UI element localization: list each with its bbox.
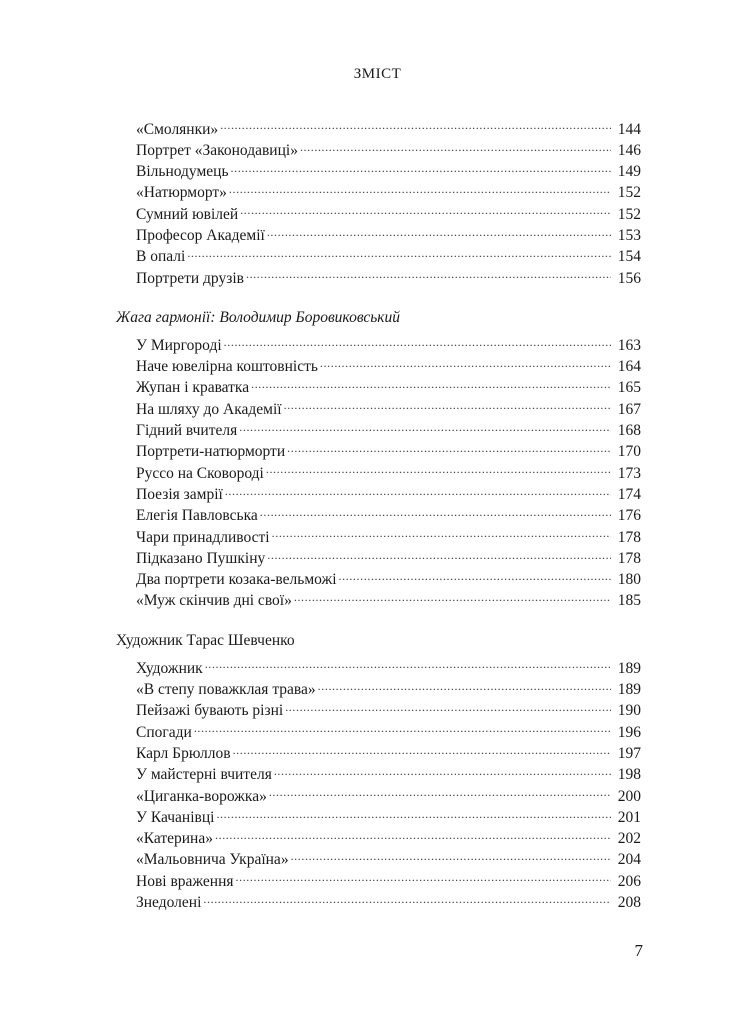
- toc-entry: [116, 441, 641, 462]
- entry-page-number: 208: [617, 894, 641, 911]
- dot-leader: [287, 441, 611, 457]
- toc-entry: [116, 590, 641, 611]
- entry-page-number: 156: [617, 269, 641, 287]
- entry-title: Чари принадливості: [136, 528, 270, 546]
- entry-page-number: 176: [617, 507, 641, 525]
- entry-title: Наче ювелірна коштовність: [136, 358, 318, 376]
- dot-leader: [224, 334, 611, 350]
- entry-title: Знедолені: [136, 894, 202, 911]
- entry-title: Художник: [136, 659, 203, 677]
- toc-section: [116, 118, 641, 288]
- dot-leader: [236, 870, 612, 886]
- toc-entry: [116, 505, 641, 526]
- page-number: 7: [634, 941, 643, 960]
- entry-title: У майстерні вчителя: [136, 766, 272, 784]
- entry-page-number: 189: [617, 681, 641, 699]
- entry-title: «Натюрморт»: [136, 184, 227, 202]
- dot-leader: [272, 526, 611, 542]
- entry-title: «В степу поважклая трава»: [136, 681, 316, 699]
- section-title: Жага гармонії: Володимир Боровиковський: [116, 309, 401, 327]
- entry-title: У Миргороді: [136, 336, 222, 354]
- toc-entry: [116, 118, 641, 139]
- entry-page-number: 204: [617, 851, 641, 869]
- dot-leader: [320, 356, 611, 372]
- entry-page-number: 185: [617, 592, 641, 610]
- dot-leader: [205, 657, 611, 673]
- toc-entry: [116, 547, 641, 568]
- entry-title: «Смолянки»: [136, 120, 219, 138]
- dot-leader: [274, 764, 611, 780]
- dot-leader: [285, 700, 611, 716]
- toc-entry: [116, 849, 641, 870]
- dot-leader: [215, 828, 611, 844]
- dot-leader: [294, 590, 611, 606]
- toc-entry: [116, 785, 641, 806]
- dot-leader: [231, 161, 611, 177]
- entry-page-number: 173: [617, 464, 641, 482]
- entry-page-number: 154: [617, 248, 641, 266]
- entry-page-number: 174: [617, 485, 641, 503]
- entry-page-number: 198: [617, 766, 641, 784]
- toc-section: [116, 307, 641, 611]
- entry-title: Портрети друзів: [136, 269, 244, 287]
- entry-title: «Циганка-ворожка»: [136, 787, 267, 805]
- dot-leader: [267, 224, 611, 240]
- dot-leader: [300, 139, 611, 155]
- entry-title: Професор Академії: [136, 226, 265, 244]
- entry-title: Підказано Пушкіну: [136, 549, 266, 567]
- dot-leader: [318, 679, 611, 695]
- entry-title: Портрет «Законодавиці»: [136, 141, 298, 159]
- toc-entry: [116, 182, 641, 203]
- dot-leader: [239, 420, 611, 436]
- toc-entry: [116, 828, 641, 849]
- toc-entry: [116, 356, 641, 377]
- dot-leader: [229, 182, 611, 198]
- entry-title: «Мальовнича Україна»: [136, 851, 289, 869]
- toc-entry: [116, 569, 641, 590]
- entry-page-number: 178: [617, 528, 641, 546]
- entry-page-number: 170: [617, 443, 641, 461]
- entry-page-number: 197: [617, 744, 641, 762]
- entry-title: Вільнодумець: [136, 163, 229, 181]
- entry-page-number: 152: [617, 205, 641, 223]
- entry-page-number: 152: [617, 184, 641, 202]
- dot-leader: [216, 806, 611, 822]
- dot-leader: [251, 377, 611, 393]
- dot-leader: [246, 267, 611, 283]
- dot-leader: [203, 892, 611, 908]
- toc-entry: [116, 462, 641, 483]
- entry-page-number: 164: [617, 358, 641, 376]
- dot-leader: [260, 505, 611, 521]
- entry-title: Спогади: [136, 723, 192, 741]
- dot-leader: [233, 742, 611, 758]
- toc-entry: [116, 721, 641, 742]
- toc-entry: [116, 246, 641, 267]
- toc-entry: [116, 334, 641, 355]
- dot-leader: [266, 462, 611, 478]
- dot-leader: [194, 721, 611, 737]
- entry-title: В опалі: [136, 248, 186, 266]
- entry-title: «Муж скінчив дні свої»: [136, 592, 292, 610]
- toc-entry: [116, 483, 641, 504]
- entry-title: Два портрети козака-вельможі: [136, 571, 337, 589]
- entry-page-number: 189: [617, 659, 641, 677]
- toc-entry: [116, 806, 641, 827]
- entry-page-number: 190: [617, 702, 641, 720]
- toc-entry: [116, 870, 641, 891]
- dot-leader: [240, 203, 611, 219]
- toc-entry: [116, 377, 641, 398]
- entry-page-number: 144: [617, 120, 641, 138]
- entry-title: Елегія Павловська: [136, 507, 258, 525]
- toc-entry: [116, 267, 641, 288]
- entry-title: Жупан і краватка: [136, 379, 250, 397]
- dot-leader: [220, 118, 611, 134]
- dot-leader: [291, 849, 611, 865]
- dot-leader: [187, 246, 611, 262]
- dot-leader: [339, 569, 611, 585]
- section-title: Художник Тарас Шевченко: [116, 632, 295, 650]
- entry-title: У Качанівці: [136, 808, 215, 826]
- toc-entry: [116, 679, 641, 700]
- toc-entry: [116, 892, 641, 913]
- entry-page-number: 201: [617, 808, 641, 826]
- table-of-contents: [116, 118, 641, 913]
- toc-entry: [116, 657, 641, 678]
- entry-page-number: 153: [617, 226, 641, 244]
- toc-entry: [116, 700, 641, 721]
- entry-page-number: 200: [617, 787, 641, 805]
- toc-entry: [116, 764, 641, 785]
- entry-page-number: 163: [617, 336, 641, 354]
- entry-title: Портрети-натюрморти: [136, 443, 286, 461]
- entry-page-number: 206: [617, 872, 641, 890]
- entry-title: На шляху до Академії: [136, 400, 282, 418]
- page-header: ЗМІСТ: [353, 66, 402, 82]
- entry-title: Сумний ювілей: [136, 205, 239, 223]
- entry-page-number: 196: [617, 723, 641, 741]
- entry-title: Нові враження: [136, 872, 234, 890]
- entry-title: Карл Брюллов: [136, 744, 231, 762]
- dot-leader: [225, 483, 611, 499]
- toc-entry: [116, 224, 641, 245]
- entry-page-number: 180: [617, 571, 641, 589]
- entry-page-number: 168: [617, 422, 641, 440]
- toc-entry: [116, 161, 641, 182]
- entry-title: Поезія замрії: [136, 485, 223, 503]
- entry-page-number: 202: [617, 830, 641, 848]
- toc-section: [116, 630, 641, 913]
- dot-leader: [269, 785, 611, 801]
- toc-entry: [116, 203, 641, 224]
- toc-entry: [116, 398, 641, 419]
- entry-title: Руссо на Сковороді: [136, 464, 264, 482]
- entry-page-number: 146: [617, 141, 641, 159]
- entry-title: Гідний вчителя: [136, 422, 238, 440]
- entry-title: «Катерина»: [136, 830, 213, 848]
- entry-page-number: 178: [617, 549, 641, 567]
- entry-page-number: 167: [617, 400, 641, 418]
- entry-title: Пейзажі бувають різні: [136, 702, 284, 720]
- entry-page-number: 165: [617, 379, 641, 397]
- dot-leader: [267, 547, 611, 563]
- entry-page-number: 149: [617, 163, 641, 181]
- toc-entry: [116, 139, 641, 160]
- toc-entry: [116, 526, 641, 547]
- toc-entry: [116, 420, 641, 441]
- toc-entry: [116, 742, 641, 763]
- dot-leader: [284, 398, 611, 414]
